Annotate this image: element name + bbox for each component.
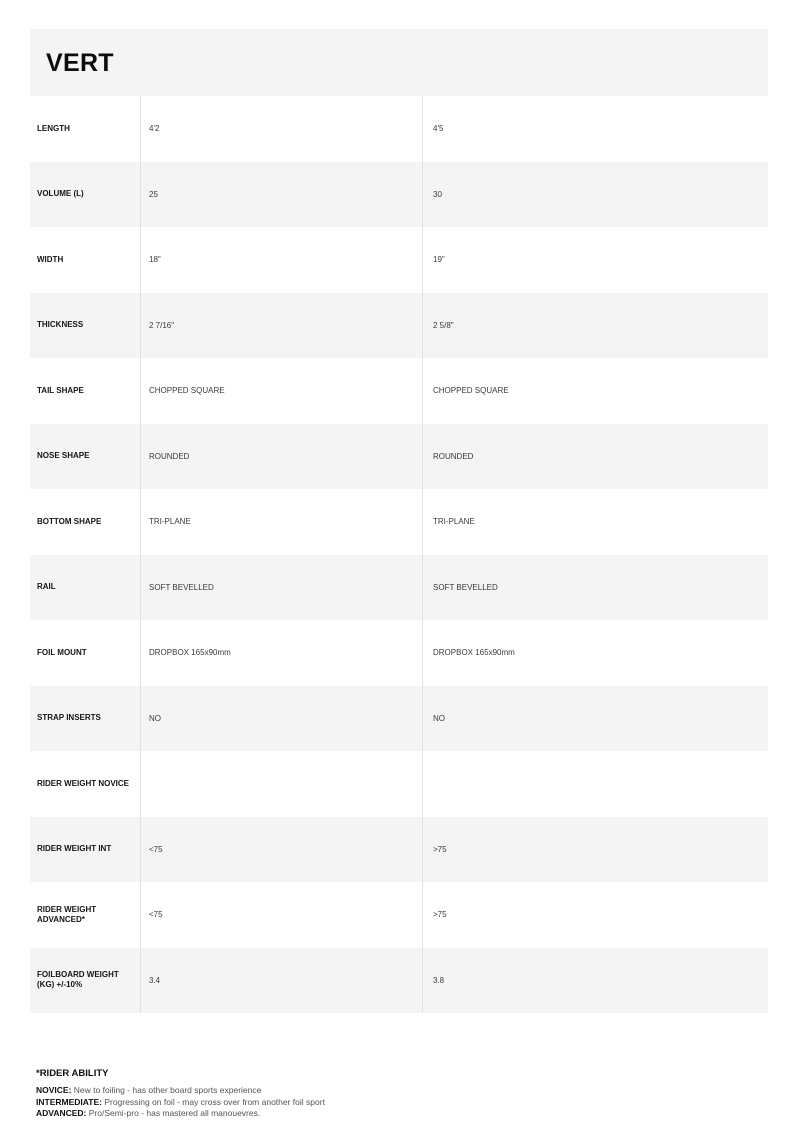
row-label: FOILBOARD WEIGHT (KG) +/-10%: [37, 970, 119, 990]
footnote-desc: Pro/Semi-pro - has mastered all manouevres.: [86, 1108, 261, 1118]
row-label: STRAP INSERTS: [37, 713, 101, 723]
footnote-advanced: [36, 1108, 736, 1120]
value-size-1: TRI-PLANE: [140, 489, 422, 555]
value-size-2: >75: [422, 817, 768, 883]
table-row: [30, 686, 768, 752]
title-bar: [30, 29, 768, 96]
value-size-1: CHOPPED SQUARE: [140, 358, 422, 424]
value-size-1: 25: [140, 162, 422, 228]
page-title: VERT: [46, 49, 114, 77]
table-row: [30, 96, 768, 162]
value-size-1: ROUNDED: [140, 424, 422, 490]
row-label: RAIL: [37, 582, 56, 592]
row-label: FOIL MOUNT: [37, 647, 87, 657]
value-size-2: 2 5/8": [422, 293, 768, 359]
row-label: RIDER WEIGHT NOVICE: [37, 778, 130, 788]
rider-ability-footnote: [36, 1068, 736, 1120]
value-size-1: <75: [140, 882, 422, 948]
table-row: [30, 489, 768, 555]
footnote-term: INTERMEDIATE:: [36, 1096, 102, 1107]
footnote-title: *RIDER ABILITY: [36, 1068, 109, 1079]
table-row: [30, 162, 768, 228]
table-row: [30, 817, 768, 883]
footnote-desc: New to foiling - has other board sports experience: [71, 1085, 262, 1095]
footnote-term: ADVANCED:: [36, 1108, 87, 1118]
value-size-2: 30: [422, 162, 768, 228]
value-size-1: <75: [140, 817, 422, 883]
value-size-2: >75: [422, 882, 768, 948]
row-label: WIDTH: [37, 254, 64, 264]
footnote-desc: Progressing on foil - may cross over from another foil sport: [101, 1096, 325, 1107]
value-size-1: 3.4: [140, 948, 422, 1014]
row-label: RIDER WEIGHT INT: [37, 844, 112, 854]
footnote-novice: [36, 1085, 736, 1097]
spec-table: [30, 96, 768, 1013]
table-row: [30, 751, 768, 817]
value-size-2: 19": [422, 227, 768, 293]
table-row: [30, 358, 768, 424]
footnote-intermediate: [36, 1097, 736, 1109]
footnote-term: NOVICE:: [36, 1085, 72, 1095]
value-size-2: DROPBOX 165x90mm: [422, 620, 768, 686]
value-size-2: SOFT BEVELLED: [422, 555, 768, 621]
value-size-2: ROUNDED: [422, 424, 768, 490]
value-size-1: 2 7/16": [140, 293, 422, 359]
row-label: BOTTOM SHAPE: [37, 516, 102, 526]
value-size-1: [140, 751, 422, 817]
row-label: THICKNESS: [37, 320, 84, 330]
row-label: RIDER WEIGHT ADVANCED*: [37, 904, 97, 924]
value-size-2: 4'5: [422, 96, 768, 162]
value-size-2: NO: [422, 686, 768, 752]
table-row: [30, 555, 768, 621]
table-row: [30, 227, 768, 293]
row-label: VOLUME (L): [37, 189, 84, 199]
value-size-1: 4'2: [140, 96, 422, 162]
value-size-2: TRI-PLANE: [422, 489, 768, 555]
value-size-1: NO: [140, 686, 422, 752]
value-size-1: DROPBOX 165x90mm: [140, 620, 422, 686]
value-size-2: CHOPPED SQUARE: [422, 358, 768, 424]
table-row: [30, 882, 768, 948]
spec-sheet: [30, 29, 768, 1013]
row-label: TAIL SHAPE: [37, 385, 84, 395]
value-size-1: 18": [140, 227, 422, 293]
table-row: [30, 424, 768, 490]
row-label: NOSE SHAPE: [37, 451, 90, 461]
row-label: LENGTH: [37, 123, 70, 133]
value-size-2: 3.8: [422, 948, 768, 1014]
value-size-2: [422, 751, 768, 817]
table-row: [30, 620, 768, 686]
table-row: [30, 293, 768, 359]
table-row: [30, 948, 768, 1014]
value-size-1: SOFT BEVELLED: [140, 555, 422, 621]
